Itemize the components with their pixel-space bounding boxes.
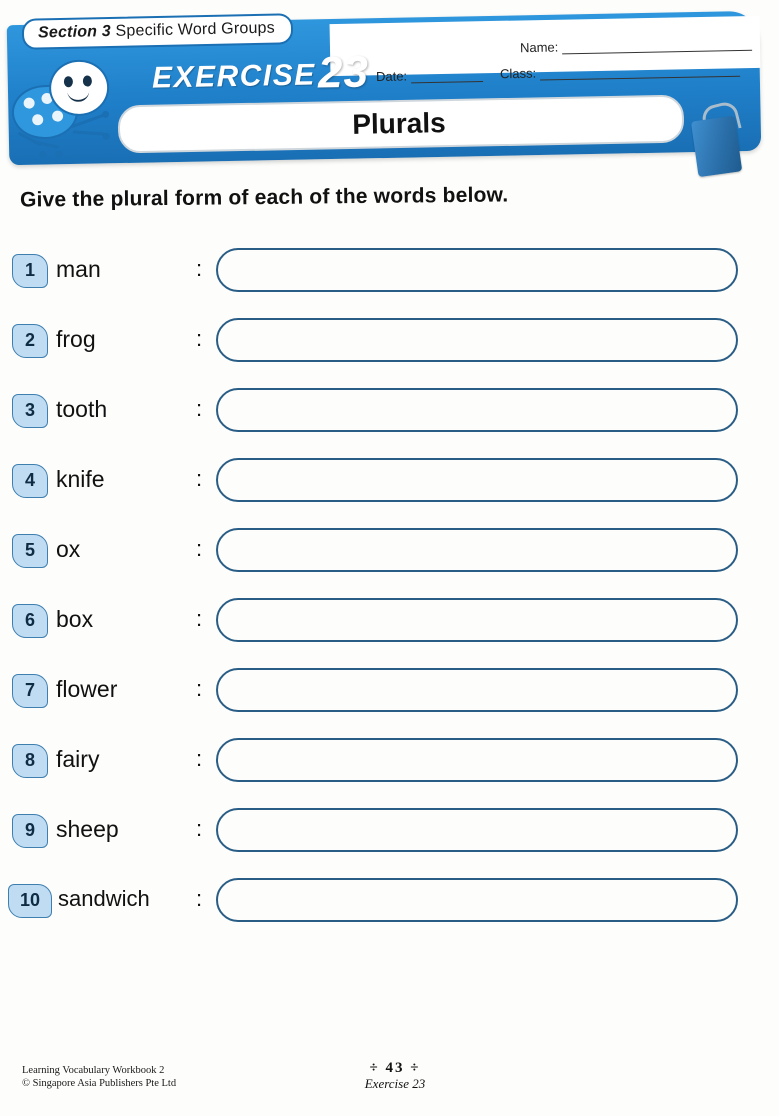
clip-body: [691, 116, 742, 178]
question-word: flower: [56, 676, 118, 702]
answer-input[interactable]: [216, 458, 738, 502]
answer-input[interactable]: [216, 598, 738, 642]
question-row: [0, 526, 779, 596]
question-word: sandwich: [58, 886, 150, 911]
question-list: [0, 246, 779, 946]
paper-clip-icon: [683, 100, 755, 184]
footer-book-title: Learning Vocabulary Workbook 2: [22, 1065, 165, 1076]
answer-input[interactable]: [216, 388, 738, 432]
question-number: 1: [12, 254, 48, 288]
question-number: 3: [12, 394, 48, 428]
exercise-word: EXERCISE: [151, 58, 317, 95]
question-number: 6: [12, 604, 48, 638]
question-number: 5: [12, 534, 48, 568]
class-label: Class:: [499, 65, 537, 82]
answer-input[interactable]: [216, 738, 738, 782]
mascot-foot: [102, 111, 109, 118]
question-number: 9: [12, 814, 48, 848]
footer-credits: [22, 1064, 176, 1090]
question-colon: :: [196, 256, 203, 281]
question-colon: :: [196, 466, 203, 491]
exercise-number: 23: [317, 47, 370, 98]
question-word: sheep: [56, 816, 119, 842]
question-word: knife: [56, 466, 105, 492]
question-colon: :: [196, 816, 203, 841]
mascot-head: [48, 59, 110, 117]
section-prefix: Section 3: [37, 22, 112, 42]
answer-input[interactable]: [216, 528, 738, 572]
question-row: [0, 876, 779, 946]
question-number: 4: [12, 464, 48, 498]
question-word: man: [56, 256, 101, 282]
question-colon: :: [196, 326, 203, 351]
answer-input[interactable]: [216, 668, 738, 712]
mascot-foot: [39, 151, 46, 158]
mascot-leg: [73, 130, 105, 135]
question-word: frog: [56, 326, 96, 352]
date-field[interactable]: [376, 67, 483, 84]
question-row: [0, 806, 779, 876]
question-colon: :: [196, 746, 203, 771]
question-row: [0, 386, 779, 456]
answer-input[interactable]: [216, 318, 738, 362]
footer-page-info: [300, 1060, 490, 1092]
footer-exercise-label: Exercise 23: [364, 1076, 426, 1091]
question-row: [0, 596, 779, 666]
question-word: ox: [56, 536, 81, 562]
question-row: [0, 736, 779, 806]
date-label: Date:: [375, 68, 408, 85]
question-colon: :: [196, 886, 203, 911]
answer-input[interactable]: [216, 878, 738, 922]
worksheet-header: [0, 0, 779, 185]
mascot-foot: [55, 150, 62, 157]
question-colon: :: [196, 676, 203, 701]
question-colon: :: [196, 536, 203, 561]
page-title: Plurals: [351, 107, 446, 140]
mascot-foot: [103, 133, 110, 140]
footer-copyright: © Singapore Asia Publishers Pte Ltd: [22, 1078, 177, 1089]
question-row: [0, 666, 779, 736]
section-title: Specific Word Groups: [115, 19, 276, 40]
question-colon: :: [196, 396, 203, 421]
question-number: 7: [12, 674, 48, 708]
question-row: [0, 316, 779, 386]
section-tab: [22, 13, 294, 50]
answer-input[interactable]: [216, 808, 738, 852]
name-label: Name:: [519, 39, 559, 56]
question-word: tooth: [56, 396, 108, 422]
question-word: box: [56, 606, 94, 632]
answer-input[interactable]: [216, 248, 738, 292]
question-colon: :: [196, 606, 203, 631]
question-word: fairy: [56, 746, 100, 772]
question-row: [0, 246, 779, 316]
date-write-line[interactable]: [411, 70, 483, 83]
question-number: 10: [8, 884, 52, 918]
question-number: 8: [12, 744, 48, 778]
question-number: 2: [12, 324, 48, 358]
question-row: [0, 456, 779, 526]
instruction-text: Give the plural form of each of the words below.: [19, 183, 509, 212]
page-number: ÷ 43 ÷: [369, 1060, 421, 1076]
